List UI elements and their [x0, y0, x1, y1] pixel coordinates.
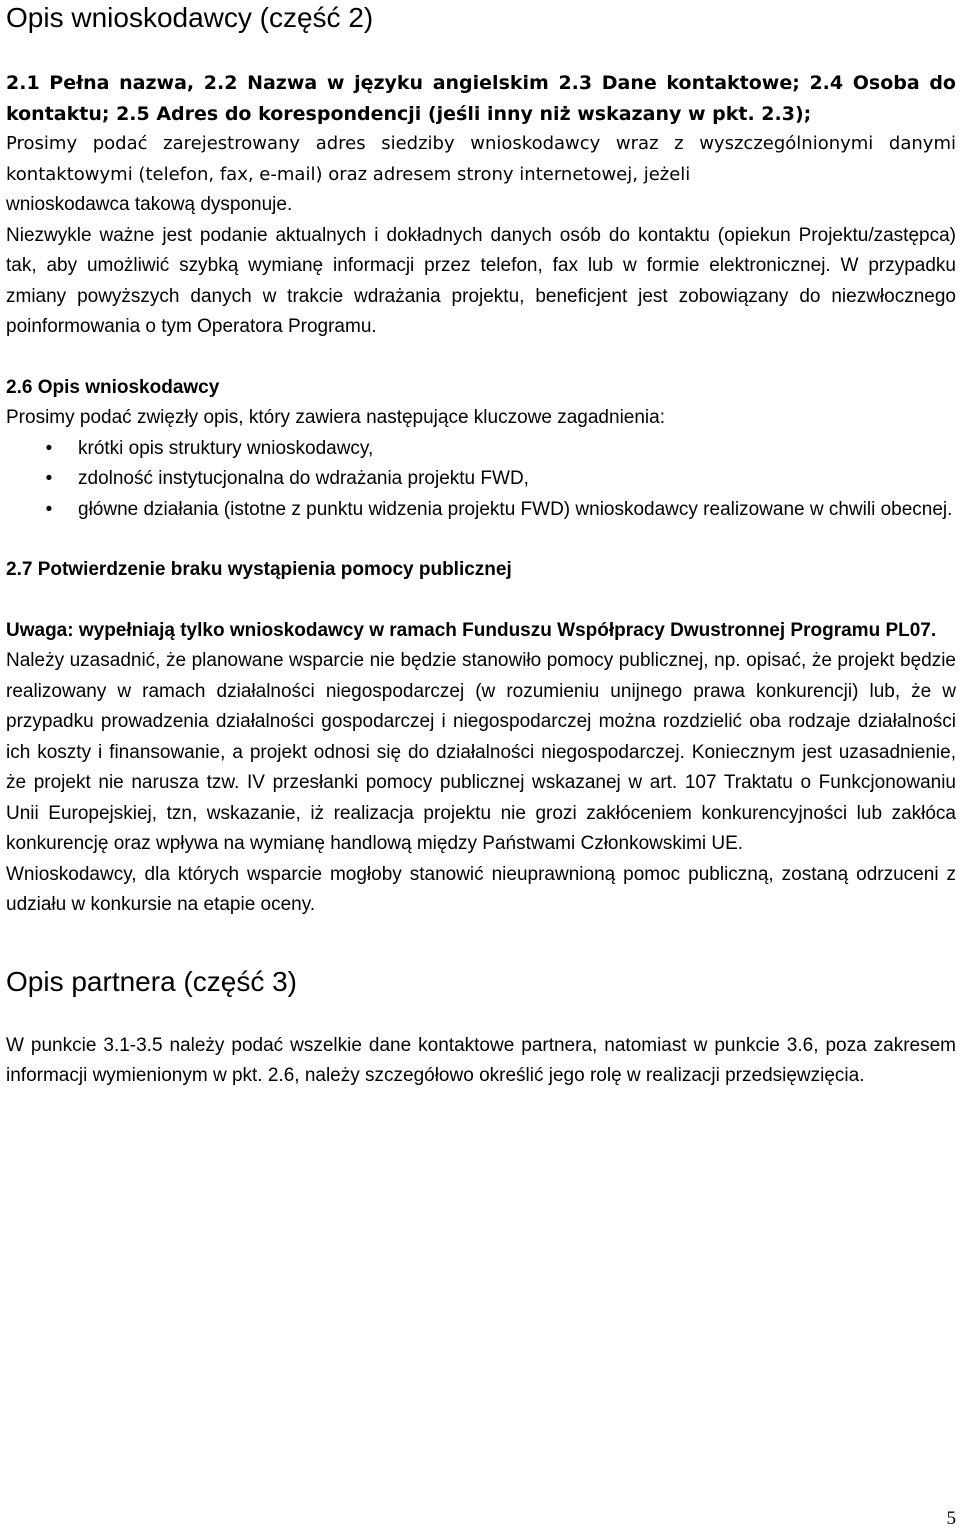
section-2-6-bullet-list — [6, 434, 956, 526]
document-page — [6, 0, 956, 1092]
list-item — [45, 434, 956, 465]
list-item — [45, 464, 956, 495]
section-2-6-intro: Prosimy podać zwięzły opis, który zawiera następujące kluczowe zagadnienia: — [6, 407, 665, 428]
section-2-7-paragraph-1: Należy uzasadnić, że planowane wsparcie nie będzie stanowiło pomocy publicznej, np. opisać, że projekt będzie realizowany w ramach działalności niegospodarczej (w rozumieniu unijnego prawa konkurencji) lub, że w przypadku prowadzenia działalności gospodarczej i niegospodarczej można rozdzielić oba rodzaje działalności ich koszty i finansowanie, a projekt odnosi się do działalności niegospodarczej. Koniecznym jest uzasadnienie, że projekt nie narusza tzw. IV przesłanki pomocy publicznej wskazanej w art. 107 Traktatu o Funkcjonowaniu Unii Europejskiej, tzn, wskazanie, iż realizacja projektu nie grozi zakłóceniem konkurencyjności lub zakłóca konkurencję oraz wpływa na wymianę handlową między Państwami Członkowskimi UE. — [6, 650, 956, 854]
section-2-7-note: Uwaga: wypełniają tylko wnioskodawcy w ramach Funduszu Współpracy Dwustronnej Programu PL07. — [6, 619, 937, 641]
bullet-icon: • — [45, 498, 53, 520]
list-item-text: zdolność instytucjonalna do wdrażania projektu FWD, — [78, 468, 529, 489]
section-3-paragraph: W punkcie 3.1-3.5 należy podać wszelkie dane kontaktowe partnera, natomiast w punkcie 3.6, poza zakresem informacji wymienionym w pkt. 2.6, należy szczegółowo określić jego rolę w realizacji przedsięwzięcia. — [6, 1034, 956, 1086]
list-item-text: główne działania (istotne z punktu widzenia projektu FWD) wnioskodawcy realizowane w chwili obecnej. — [78, 498, 953, 520]
section-2-7-heading: 2.7 Potwierdzenie braku wystąpienia pomocy publicznej — [6, 559, 512, 580]
list-item-text: krótki opis struktury wnioskodawcy, — [78, 437, 374, 459]
bullet-icon: • — [45, 437, 53, 459]
section-2-title: Opis wnioskodawcy (część 2) — [6, 2, 374, 33]
section-2-lead-text-end: wnioskodawca takową dysponuje. — [6, 194, 293, 215]
section-2-7-paragraph-2: Wnioskodawcy, dla których wsparcie mogłoby stanowić nieuprawnioną pomoc publiczną, zostaną odrzuceni z udziału w konkursie na etapie oceny. — [6, 863, 956, 915]
contact-paragraph: Niezwykle ważne jest podanie aktualnych i dokładnych danych osób do kontaktu (opiekun Projektu/zastępca) tak, aby umożliwić szybką wymianę informacji przez telefon, fax lub w formie elektronicznej. W przypadku zmiany powyższych danych w trakcie wdrażania projektu, beneficjent jest zobowiązany do niezwłocznego poinformowania o tym Operatora Programu. — [6, 224, 956, 337]
section-2-lead-heading: 2.1 Pełna nazwa, 2.2 Nazwa w języku angielskim 2.3 Dane kontaktowe; 2.4 Osoba do kontaktu; 2.5 Adres do korespondencji (jeśli inny niż wskazany w pkt. 2.3); — [6, 72, 956, 125]
section-3-title: Opis partnera (część 3) — [6, 965, 297, 997]
page-number: 5 — [946, 1508, 956, 1529]
section-2-lead-text: Prosimy podać zarejestrowany adres siedziby wnioskodawcy wraz z wyszczególnionymi danymi kontaktowymi (telefon, fax, e-mail) oraz adresem strony internetowej, jeżeli — [6, 133, 956, 185]
bullet-icon: • — [45, 468, 53, 489]
section-2-6-heading: 2.6 Opis wnioskodawcy — [6, 376, 220, 398]
list-item — [45, 495, 956, 526]
